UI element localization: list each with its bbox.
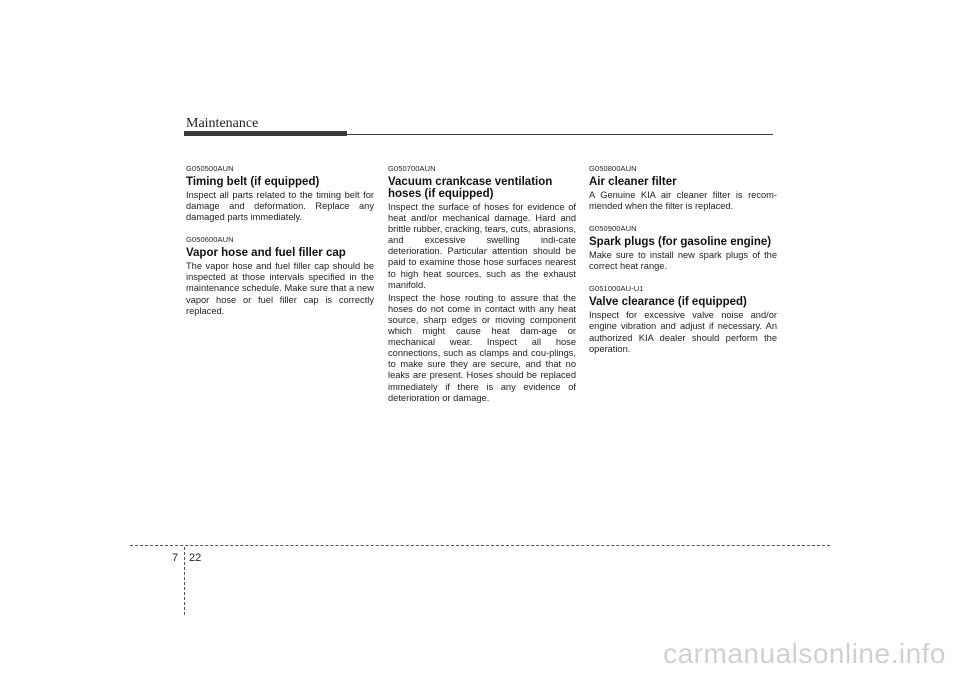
watermark: carmanualsonline.info: [663, 638, 946, 669]
footer-rule: [130, 545, 830, 546]
page-header-title: Maintenance: [186, 116, 259, 131]
section-code: G050800AUN: [589, 164, 637, 173]
section-paragraph: Make sure to install new spark plugs of the correct heat range.: [589, 250, 777, 272]
section-body: [589, 250, 777, 272]
section-body: [186, 190, 374, 223]
section-valve-clearance: [589, 284, 777, 354]
section-air-cleaner: [589, 164, 777, 212]
section-body: [589, 190, 777, 212]
section-code: G050500AUN: [186, 164, 234, 173]
section-heading: Air cleaner filter: [589, 176, 677, 188]
section-code: G051000AU-U1: [589, 284, 644, 294]
section-heading: Spark plugs (for gasoline engine): [589, 236, 772, 249]
section-heading: Vapor hose and fuel filler cap: [186, 247, 346, 260]
header-rule-thick: [184, 131, 347, 136]
section-paragraph: Inspect the surface of hoses for evidence of heat and/or mechanical damage. Hard and brittle rubber, cracking, tears, cuts, abrasions, and excessive swelling indi-cate deterioration. Particular attention should be paid to examine those hose surfaces nearest to high heat sources, such as the exhaust manifold.: [388, 202, 576, 290]
section-paragraph: Inspect the hose routing to assure that the hoses do not come in contact with any heat source, sharp edges or moving component which might cause heat dam-age or mechanical wear. Inspect all hose connections, such as clamps and cou-plings, to make sure they are secure, and that no leaks are present. Hoses should be replaced immediately if there is any evidence of deterioration or damage.: [388, 292, 576, 403]
section-paragraph: A Genuine KIA air cleaner filter is recom-mended when the filter is replaced.: [589, 190, 777, 212]
page-number: 22: [189, 552, 202, 564]
section-heading: Timing belt (if equipped): [186, 176, 320, 188]
section-vapor-hose: [186, 235, 374, 316]
column-2: [388, 164, 576, 416]
column-1: [186, 164, 374, 329]
section-spark-plugs: [589, 224, 777, 272]
section-paragraph: Inspect all parts related to the timing belt for damage and deformation. Replace any damaged parts immediately.: [186, 190, 374, 223]
header-rule-thin: [347, 134, 773, 135]
section-vacuum-crankcase: [388, 164, 576, 404]
section-heading: Vacuum crankcase ventilation hoses (if equipped): [388, 176, 553, 200]
section-paragraph: The vapor hose and fuel filler cap should be inspected at those intervals specified in the maintenance schedule. Make sure that a new vapor hose or fuel filler cap is correctly replaced.: [186, 261, 374, 316]
section-heading: Valve clearance (if equipped): [589, 296, 747, 309]
column-3: [589, 164, 777, 367]
section-timing-belt: [186, 164, 374, 223]
section-code: G050700AUN: [388, 164, 436, 173]
section-body: [388, 202, 576, 404]
chapter-number: 7: [172, 552, 179, 564]
section-code: G050900AUN: [589, 224, 637, 234]
footer-vertical-rule: [184, 547, 185, 615]
section-code: G050600AUN: [186, 235, 234, 245]
section-body: [186, 261, 374, 316]
section-paragraph: Inspect for excessive valve noise and/or engine vibration and adjust if necessary. An authorized KIA dealer should perform the operation.: [589, 310, 777, 354]
section-body: [589, 310, 777, 354]
